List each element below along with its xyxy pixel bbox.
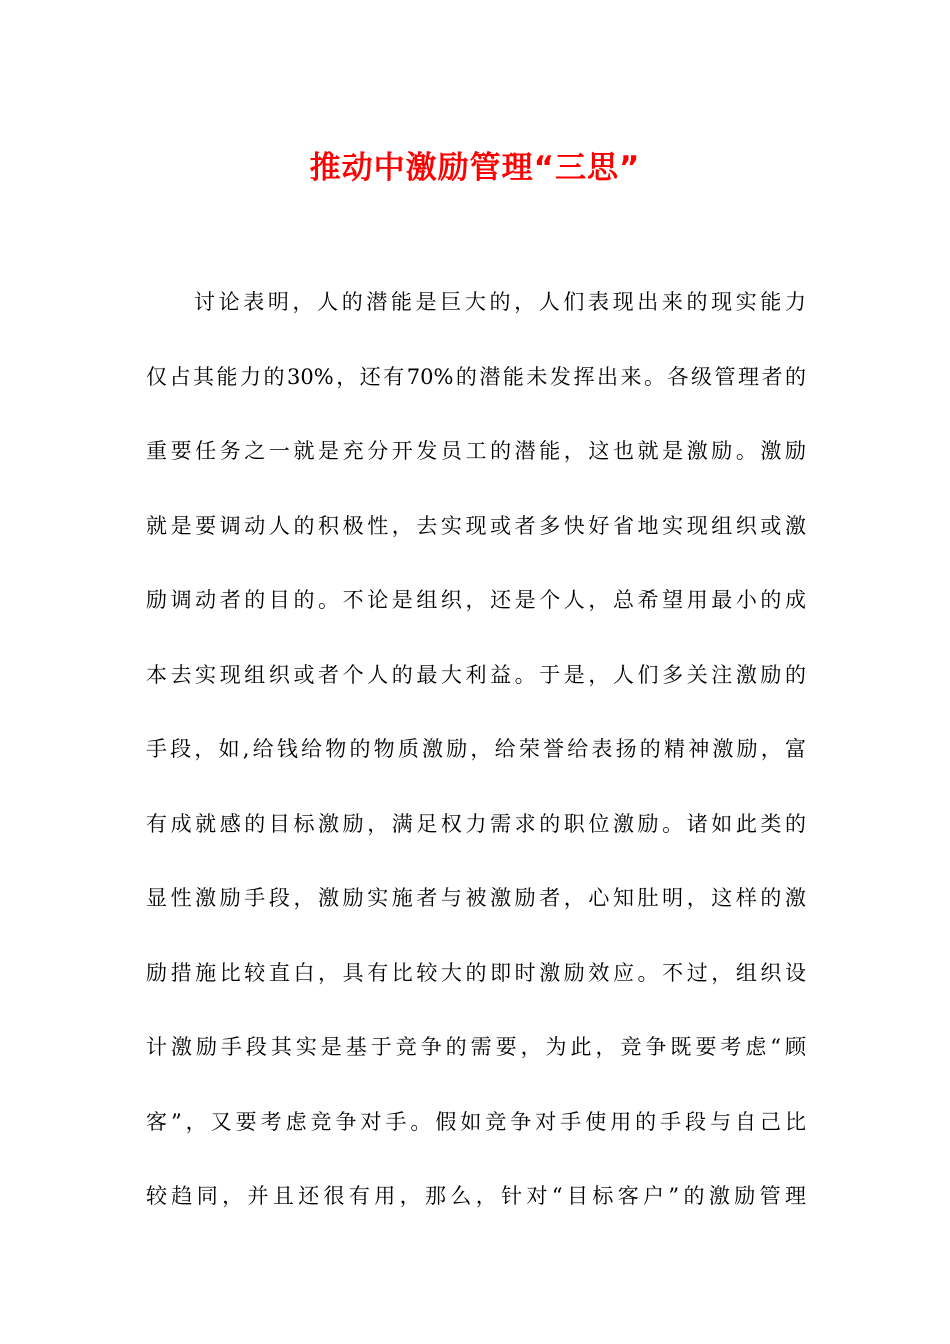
document-title: 推动中激励管理“三思” xyxy=(309,150,641,186)
body-line: 讨论表明，人的潜能是巨大的，人们表现出来的现实能力 xyxy=(194,290,806,314)
body-line: 有成就感的目标激励，满足权力需求的职位激励。诸如此类的 xyxy=(146,811,806,836)
body-line: 重要任务之一就是充分开发员工的潜能，这也就是激励。激励 xyxy=(146,439,806,463)
body-line: 显性激励手段，激励实施者与被激励者，心知肚明，这样的激 xyxy=(146,886,806,910)
body-line: 本去实现组织或者个人的最大利益。于是，人们多关注激励的 xyxy=(146,662,806,687)
body-line: 仅占其能力的30%，还有70%的潜能未发挥出来。各级管理者的 xyxy=(146,364,806,389)
body-line: 手段，如,给钱给物的物质激励，给荣誉给表扬的精神激励，富 xyxy=(146,737,806,761)
body-line: 励措施比较直白，具有比较大的即时激励效应。不过，组织设 xyxy=(146,960,806,985)
body-line: 励调动者的目的。不论是组织，还是个人，总希望用最小的成 xyxy=(146,588,806,612)
body-line: 较趋同，并且还很有用，那么，针对“目标客户”的激励管理 xyxy=(146,1184,806,1208)
body-line: 就是要调动人的积极性，去实现或者多快好省地实现组织或激 xyxy=(146,513,806,538)
body-line: 客”，又要考虑竞争对手。假如竞争对手使用的手段与自己比 xyxy=(146,1109,806,1134)
document-body xyxy=(146,280,806,1249)
body-line: 计激励手段其实是基于竞争的需要，为此，竞争既要考虑“顾 xyxy=(146,1035,806,1059)
